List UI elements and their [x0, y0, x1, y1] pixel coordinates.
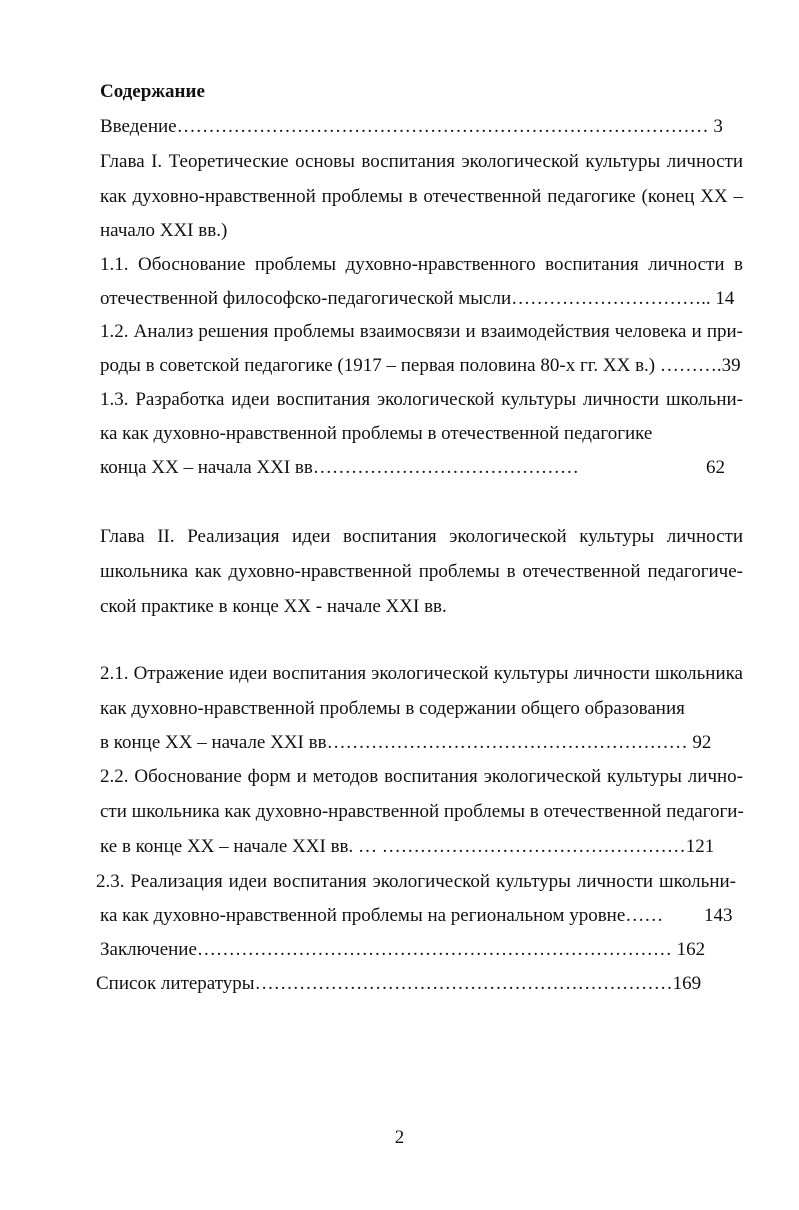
toc-chapter-1-title-line: начало XXI вв.): [100, 220, 228, 241]
toc-title: Содержание: [100, 81, 205, 102]
page-number: 2: [394, 1127, 405, 1148]
toc-section-1-1-line: отечественной философско-педагогической мысли………………………….. 14: [100, 288, 735, 309]
toc-section-2-3-line: 2.3. Реализация идеи воспитания экологической культуры личности школьни-: [96, 871, 736, 892]
toc-section-2-2-line: сти школьника как духовно-нравственной проблемы в отечественной педагоги-: [100, 801, 744, 822]
toc-section-1-1-line: 1.1. Обоснование проблемы духовно-нравственного воспитания личности в: [100, 254, 743, 275]
toc-section-2-2-line: 2.2. Обоснование форм и методов воспитания экологической культуры лично-: [100, 766, 743, 787]
toc-entry-introduction: Введение………………………………………………………………………… 3: [100, 116, 723, 137]
toc-page-ref: 143: [704, 905, 733, 926]
toc-section-1-3-line: конца XX – начала XXI вв……………………………………: [100, 457, 579, 478]
toc-page-ref: 62: [706, 457, 725, 478]
toc-section-2-1-line: в конце XX – начале XXI вв………………………………………………… 92: [100, 732, 712, 753]
toc-chapter-2-title-line: ской практике в конце XX - начале XXI вв.: [100, 596, 447, 617]
toc-section-1-2-line: роды в советской педагогике (1917 – первая половина 80-х гг. XX в.) ……….39: [100, 355, 741, 376]
toc-section-1-3-line: 1.3. Разработка идеи воспитания экологической культуры личности школьни-: [100, 389, 743, 410]
toc-chapter-2-title-line: Глава II. Реализация идеи воспитания экологической культуры личности: [100, 526, 743, 547]
toc-entry-bibliography: Список литературы…………………………………………………………169: [96, 973, 702, 994]
toc-section-1-3-line: ка как духовно-нравственной проблемы в отечественной педагогике: [100, 423, 653, 444]
toc-section-2-1-line: 2.1. Отражение идеи воспитания экологической культуры личности школьника: [100, 663, 743, 684]
toc-section-2-3-line: ка как духовно-нравственной проблемы на региональном уровне……: [100, 905, 664, 926]
toc-section-1-2-line: 1.2. Анализ решения проблемы взаимосвязи и взаимодействия человека и при-: [100, 321, 743, 342]
toc-chapter-2-title-line: школьника как духовно-нравственной проблемы в отечественной педагогиче-: [100, 561, 743, 582]
toc-section-2-1-line: как духовно-нравственной проблемы в содержании общего образования: [100, 698, 685, 719]
toc-chapter-1-title-line: Глава I. Теоретические основы воспитания экологической культуры личности: [100, 151, 743, 172]
toc-entry-conclusion: Заключение………………………………………………………………… 162: [100, 939, 706, 960]
toc-section-2-2-line: ке в конце XX – начале XXI вв. … …………………………………………121: [100, 836, 715, 857]
toc-chapter-1-title-line: как духовно-нравственной проблемы в отечественной педагогике (конец XX –: [100, 186, 743, 207]
